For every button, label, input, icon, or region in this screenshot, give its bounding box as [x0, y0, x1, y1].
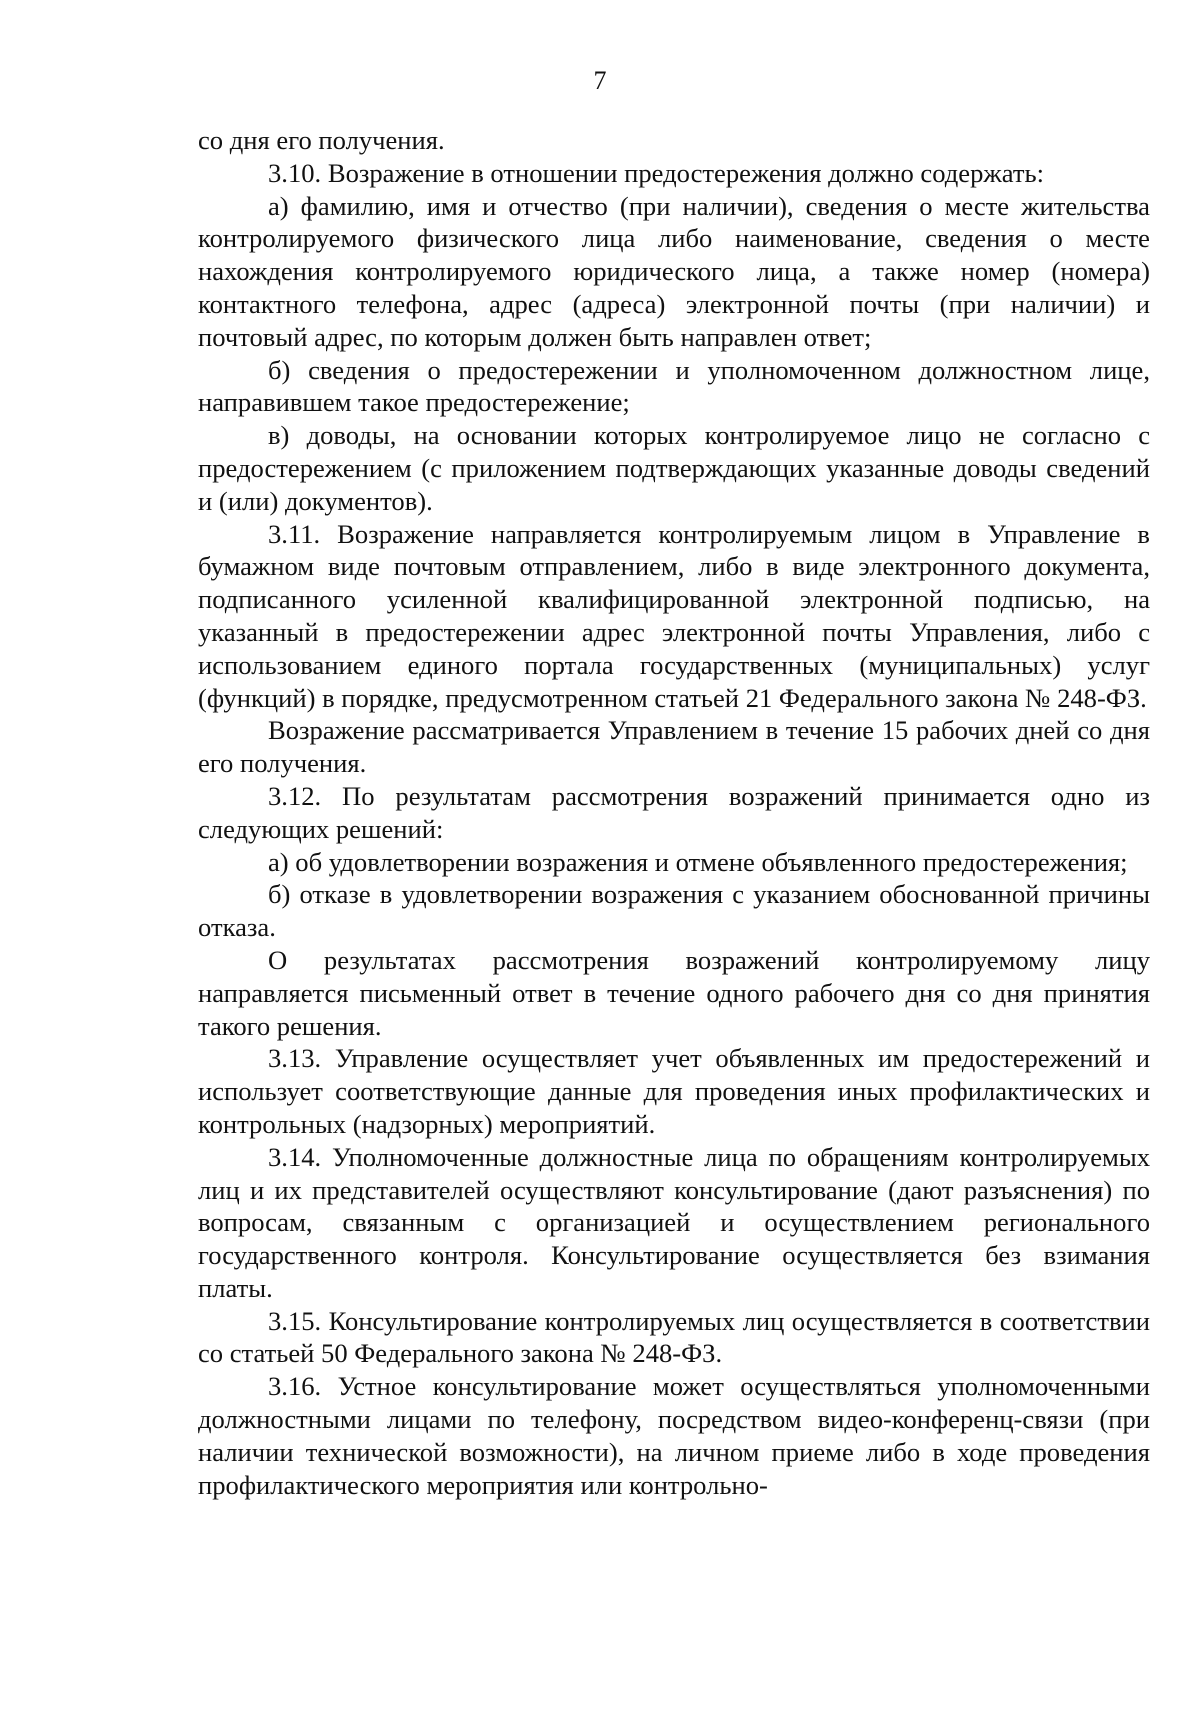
- paragraph-3-11-review: Возражение рассматривается Управлением в течение 15 рабочих дней со дня его получения.: [198, 715, 1150, 779]
- paragraph-3-15: 3.15. Консультирование контролируемых лиц осуществляется в соответствии со статьей 50 Федерального закона № 248-ФЗ.: [198, 1305, 1150, 1369]
- paragraph-continuation: со дня его получения.: [198, 125, 445, 155]
- paragraph-3-10-a: а) фамилию, имя и отчество (при наличии), сведения о месте жительства контролируемого физического лица либо наименование, сведения о месте нахождения контролируемого юридического лица, а также номер (номера) контактного телефона, адрес (адреса) электронной почты (при наличии) и почтовый адрес, по которым должен быть направлен ответ;: [198, 190, 1150, 352]
- paragraph-3-10: 3.10. Возражение в отношении предостережения должно содержать:: [268, 157, 1045, 188]
- page-number: 7: [593, 66, 607, 95]
- paragraph-3-12-a: а) об удовлетворении возражения и отмене объявленного предостережения;: [268, 846, 1128, 877]
- paragraph-3-11: 3.11. Возражение направляется контролируемым лицом в Управление в бумажном виде почтовым отправлением, либо в виде электронного документа, подписанного усиленной квалифицированной электронной подписью, на указанный в предостережении адрес электронной почты Управления, либо с использованием единого портала государственных (муниципальных) услуг (функций) в порядке, предусмотренном статьей 21 Федерального закона № 248-ФЗ.: [198, 518, 1150, 713]
- paragraph-3-10-b: б) сведения о предостережении и уполномоченном должностном лице, направившем такое предостережение;: [198, 354, 1150, 418]
- paragraph-3-12: 3.12. По результатам рассмотрения возражений принимается одно из следующих решений:: [198, 780, 1150, 844]
- paragraph-3-12-b: б) отказе в удовлетворении возражения с указанием обоснованной причины отказа.: [198, 879, 1150, 943]
- paragraph-3-10-v: в) доводы, на основании которых контролируемое лицо не согласно с предостережением (с приложением подтверждающих указанные доводы сведений и (или) документов).: [198, 420, 1150, 516]
- paragraph-3-12-result: О результатах рассмотрения возражений контролируемому лицу направляется письменный ответ в течение одного рабочего дня со дня принятия такого решения.: [198, 944, 1150, 1041]
- paragraph-3-13: 3.13. Управление осуществляет учет объявленных им предостережений и использует соответствующие данные для проведения иных профилактических и контрольных (надзорных) мероприятий.: [198, 1043, 1150, 1139]
- paragraph-3-16: 3.16. Устное консультирование может осуществляться уполномоченными должностными лицами по телефону, посредством видео-конференц-связи (при наличии технической возможности), на личном приеме либо в ходе проведения профилактического мероприятия или контрольно-: [198, 1371, 1150, 1500]
- document-body: [198, 124, 1150, 1501]
- paragraph-3-14: 3.14. Уполномоченные должностные лица по обращениям контролируемых лиц и их представителей осуществляют консультирование (дают разъяснения) по вопросам, связанным с организацией и осуществлением регионального государственного контроля. Консультирование осуществляется без взимания платы.: [198, 1141, 1150, 1303]
